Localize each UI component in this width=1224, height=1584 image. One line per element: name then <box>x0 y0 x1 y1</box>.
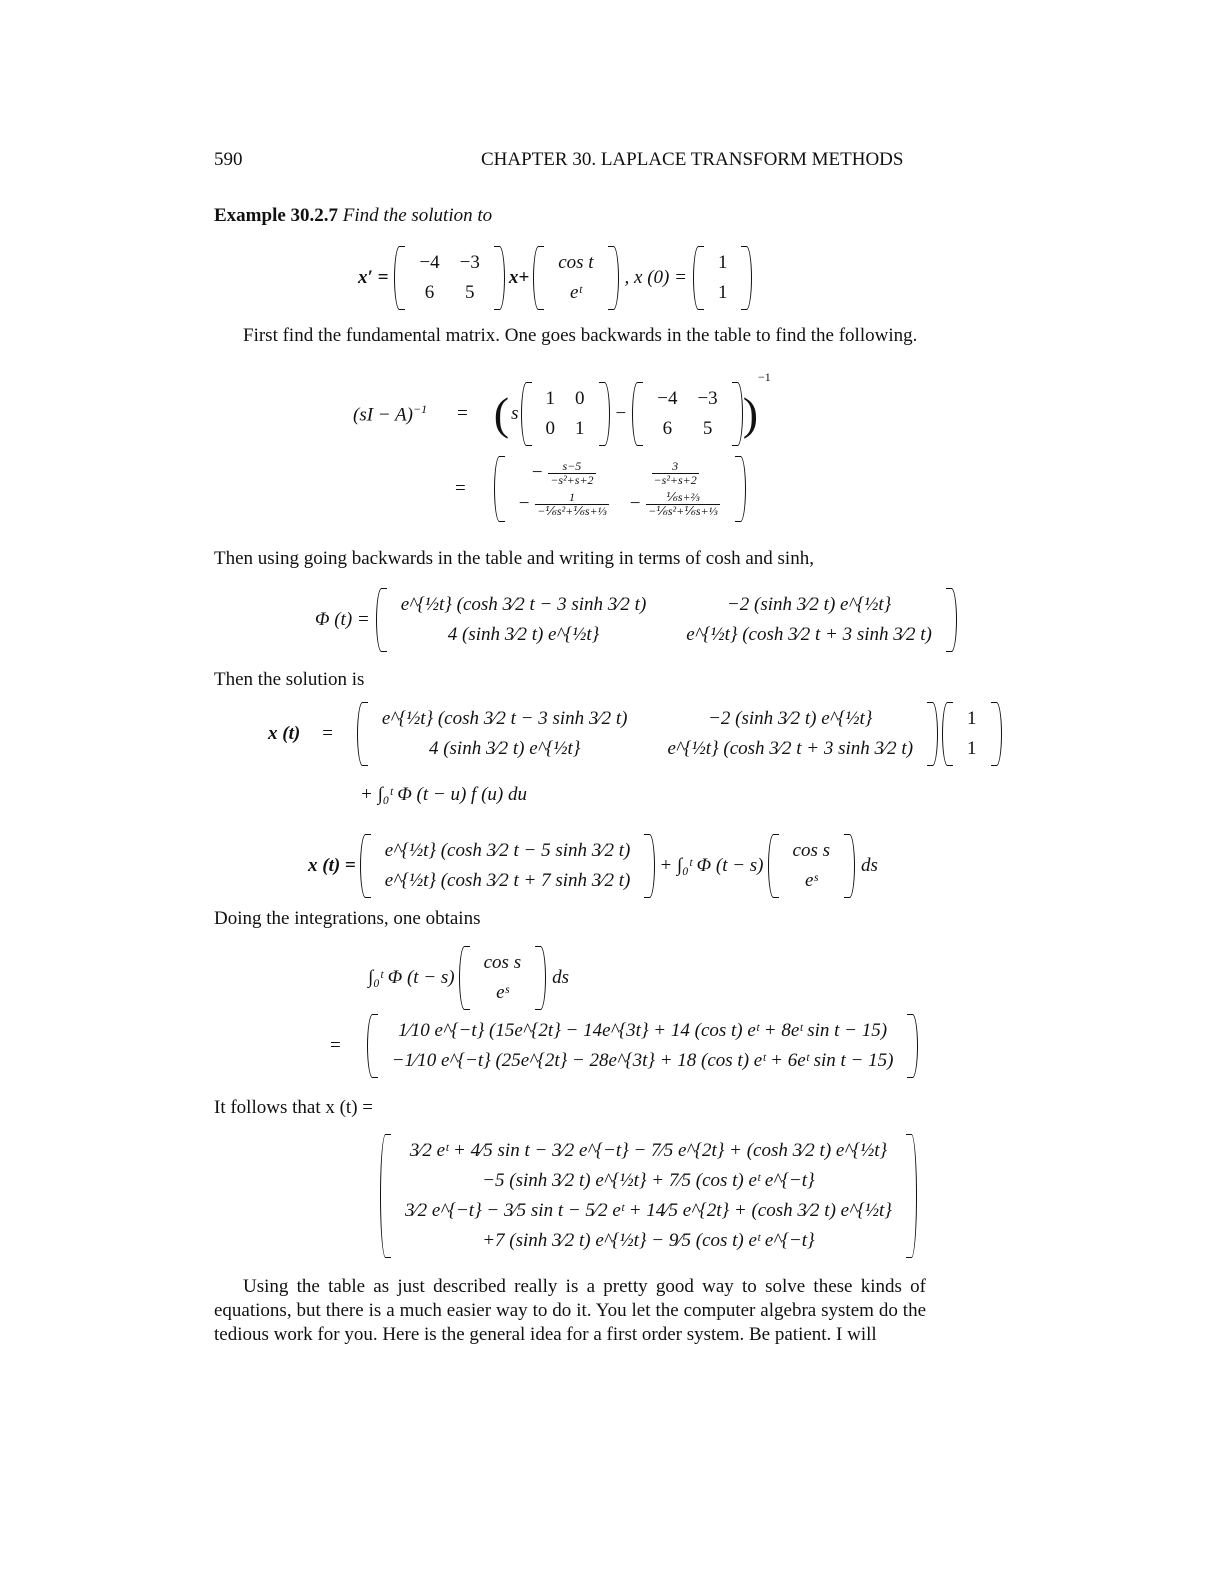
matrix-A-copy <box>632 382 742 446</box>
cell: 1 <box>575 418 585 439</box>
equals: = <box>322 723 333 744</box>
cell: 1 <box>967 708 977 729</box>
initial-vector <box>693 246 753 310</box>
final-line-2: −5 (sinh 3⁄2 t) e^{½t} + 7⁄5 (cos t) eᵗ e^{−t} <box>482 1170 815 1191</box>
ds: ds <box>861 855 878 876</box>
phi-m11: e^{½t} (cosh 3⁄2 t − 3 sinh 3⁄2 t) <box>381 708 628 729</box>
equals: = <box>330 1035 341 1056</box>
frac-a11: $\frac{s-5}{\text{−s²+s+2}}$ <box>550 459 594 488</box>
cell: cos s <box>483 952 522 973</box>
cell: 6 <box>662 418 673 439</box>
cell: 6 <box>424 282 435 303</box>
page-number: 590 <box>214 149 243 170</box>
phi-matrix-2 <box>357 702 938 766</box>
final-line-4: +7 (sinh 3⁄2 t) e^{½t} − 9⁄5 (cos t) eᵗ e^{−t} <box>482 1230 815 1251</box>
cell: 5 <box>465 282 475 303</box>
resolvent-lhs: (sI − A)$^{-1}$ <box>353 401 428 426</box>
phi-m21: 4 (sinh 3⁄2 t) e^{½t} <box>428 738 581 759</box>
cell: −4 <box>419 252 440 273</box>
example-label: Example 30.2.7 <box>214 205 339 226</box>
cell: e^{½t} (cosh 3⁄2 t + 7 sinh 3⁄2 t) <box>384 870 631 891</box>
cell: eˢ <box>805 870 818 891</box>
paragraph-integrations: Doing the integrations, one obtains <box>214 908 481 929</box>
system-lhs: x′ = <box>358 267 389 288</box>
initial-condition-label: , x (0) = <box>624 267 687 288</box>
frac-a22: $\frac{\text{⅙s+⅔}}{\text{−⅙s²+⅙s+⅓}}$ <box>648 490 718 519</box>
cell: 0 <box>575 388 585 409</box>
cell: 0 <box>545 418 556 439</box>
final-line-3: 3⁄2 e^{−t} − 3⁄5 sin t − 5⁄2 eᵗ + 14⁄5 e^{2t} + (cosh 3⁄2 t) e^{½t} <box>405 1200 892 1221</box>
phi-m21: 4 (sinh 3⁄2 t) e^{½t} <box>447 624 600 645</box>
cs-vector-2 <box>459 946 546 1010</box>
integration-vector <box>367 1014 919 1078</box>
ic-vector <box>942 702 1002 766</box>
inverse-exponent: −1 <box>758 370 771 384</box>
cell: 1 <box>545 388 556 409</box>
resolvent-eq-1: (sI − A)$^{-1}$ = ( s 1 0 0 1 − −4 −3 6 5 ) −1 <box>353 382 771 446</box>
equals: = <box>457 403 468 424</box>
example-statement: Find the solution to <box>342 205 493 226</box>
running-header: CHAPTER 30. LAPLACE TRANSFORM METHODS <box>481 149 904 170</box>
final-solution <box>380 1134 917 1258</box>
phi-m22: e^{½t} (cosh 3⁄2 t + 3 sinh 3⁄2 t) <box>686 624 932 645</box>
equals: = <box>455 478 466 500</box>
integration-result <box>330 1014 918 1078</box>
solution-eq-1 <box>268 702 1002 766</box>
cell: 5 <box>702 418 713 439</box>
homogeneous-vector <box>360 834 656 898</box>
x-plus: x+ <box>508 267 530 288</box>
cell: eᵗ <box>570 282 582 303</box>
solution-eq-2 <box>308 834 878 898</box>
cell: 1 <box>717 282 728 303</box>
paragraph-follows: It follows that x (t) = <box>214 1097 373 1118</box>
resolvent-matrix: − $\frac{s-5}{\text{−s²+s+2}}$ $\frac{3}{\text{−s²+s+2}}$ − $\frac{1}{\text{−⅙s²+⅙s+⅓}}$ − $\frac{\text{⅙s+⅔}}{\text{−⅙s²+⅙s+⅓}}$ <box>494 456 746 522</box>
cell: cos t <box>558 252 594 273</box>
cell: −1⁄10 e^{−t} (25e^{2t} − 28e^{3t} + 18 (cos t) eᵗ + 6eᵗ sin t − 15) <box>391 1050 894 1071</box>
paragraph-closing: Using the table as just described really is a pretty good way to solve these kinds of equations, but there is a much easier way to do it. You let the computer algebra system do the tedious work for you. Here is the general idea for a first order system. Be patient. I will <box>214 1276 926 1345</box>
frac-a21: $\frac{1}{\text{−⅙s²+⅙s+⅓}}$ <box>537 490 607 519</box>
cs-vector <box>768 834 855 898</box>
matrix-A <box>394 246 504 310</box>
cell: 1⁄10 e^{−t} (15e^{2t} − 14e^{3t} + 14 (cos t) eᵗ + 8eᵗ sin t − 15) <box>398 1020 888 1041</box>
paragraph-solution-is: Then the solution is <box>214 669 365 690</box>
cell: cos s <box>792 840 830 861</box>
particular-integral: + ∫₀ᵗ Φ (t − s) <box>659 855 764 876</box>
cell: −3 <box>697 388 718 409</box>
solution-lhs-2: x (t) = <box>308 855 356 876</box>
ds: ds <box>552 967 570 988</box>
paragraph-fundamental: First find the fundamental matrix. One goes backwards in the table to find the following. <box>243 325 918 346</box>
phi-m12: −2 (sinh 3⁄2 t) e^{½t} <box>726 594 892 615</box>
cell: eˢ <box>496 982 509 1003</box>
system-equation <box>358 246 752 310</box>
solution-lhs: x (t) <box>268 723 301 744</box>
s-var: s <box>511 403 519 424</box>
minus: − <box>615 403 627 424</box>
paragraph-using-table: Then using going backwards in the table and writing in terms of cosh and sinh, <box>214 548 814 569</box>
example-heading <box>214 204 492 228</box>
resolvent-eq-2 <box>455 456 746 522</box>
final-line-1: 3⁄2 eᵗ + 4⁄5 sin t − 3⁄2 e^{−t} − 7⁄5 e^{2t} + (cosh 3⁄2 t) e^{½t} <box>409 1140 888 1161</box>
frac-a12: $\frac{3}{\text{−s²+s+2}}$ <box>653 459 697 488</box>
phi-m12: −2 (sinh 3⁄2 t) e^{½t} <box>708 708 873 729</box>
identity-matrix <box>521 382 610 446</box>
cell: −4 <box>657 388 678 409</box>
phi-m11: e^{½t} (cosh 3⁄2 t − 3 sinh 3⁄2 t) <box>400 594 647 615</box>
integral: ∫₀ᵗ Φ (t − s) <box>368 967 455 988</box>
phi-equation <box>315 588 957 652</box>
cell: e^{½t} (cosh 3⁄2 t − 5 sinh 3⁄2 t) <box>384 840 631 861</box>
phi-lhs: Φ (t) = <box>315 609 370 630</box>
integration-eq <box>368 946 569 1010</box>
solution-integral: + ∫₀ᵗ Φ (t − u) f (u) du <box>360 784 527 805</box>
phi-m22: e^{½t} (cosh 3⁄2 t + 3 sinh 3⁄2 t) <box>667 738 914 759</box>
cell: −3 <box>459 252 480 273</box>
cell: 1 <box>967 738 977 759</box>
cell: 1 <box>717 252 728 273</box>
phi-matrix <box>376 588 957 652</box>
final-vector <box>380 1134 917 1258</box>
forcing-vector <box>533 246 618 310</box>
